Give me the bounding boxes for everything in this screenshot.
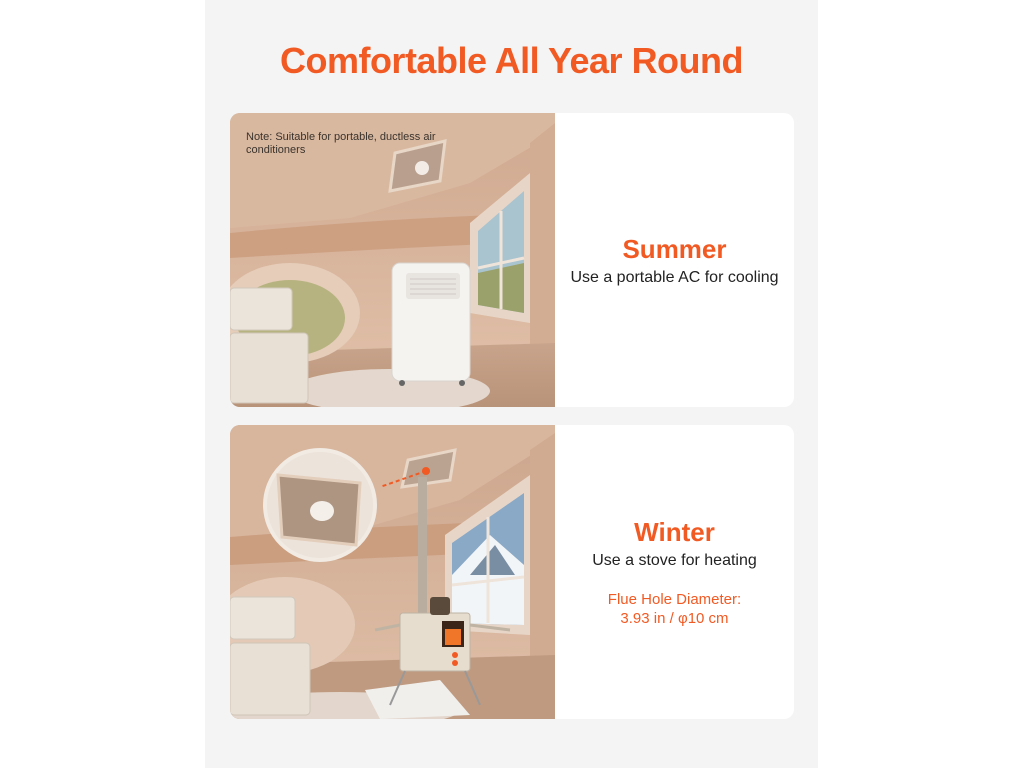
- summer-note: Note: Suitable for portable, ductless air conditioners: [246, 131, 436, 156]
- winter-card: [230, 425, 794, 719]
- winter-description: Use a stove for heating: [592, 551, 757, 569]
- flue-value: 3.93 in / φ10 cm: [620, 609, 729, 627]
- flue-label: Flue Hole Diameter:: [607, 590, 742, 608]
- page-title: Comfortable All Year Round: [279, 40, 744, 81]
- summer-text: [555, 113, 794, 407]
- summer-tent-photo: [230, 113, 555, 407]
- winter-tent-photo: [230, 425, 555, 719]
- winter-heading: Winter: [634, 516, 715, 547]
- product-feature-panel: [205, 0, 818, 768]
- summer-description: Use a portable AC for cooling: [570, 268, 779, 286]
- winter-text: [555, 425, 794, 719]
- flue-hole-diameter: [608, 590, 741, 628]
- summer-heading: Summer: [622, 233, 727, 264]
- summer-card: [230, 113, 794, 407]
